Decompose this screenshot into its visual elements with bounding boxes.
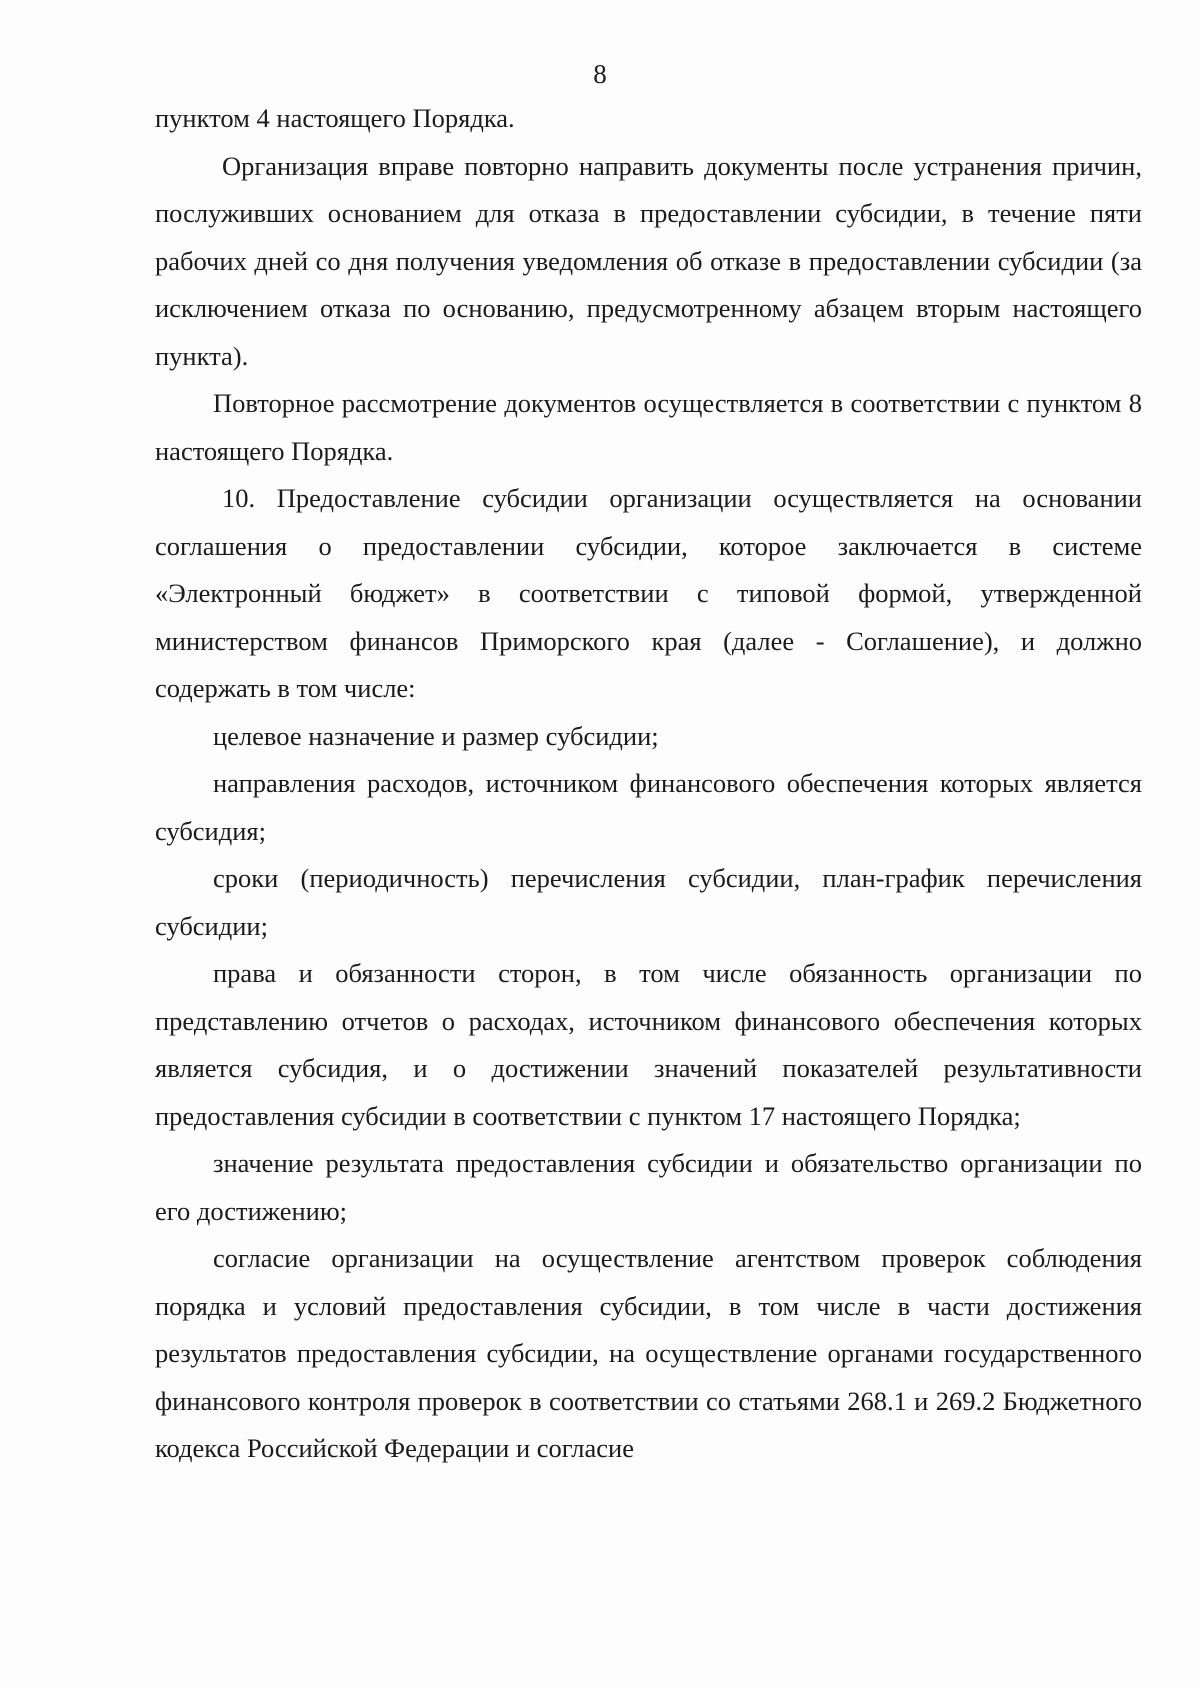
paragraph-repeat-review: Повторное рассмотрение документов осуществляется в соответствии с пунктом 8 настоящего Порядка. <box>155 388 1142 466</box>
paragraph-resubmission: Организация вправе повторно направить документы после устранения причин, послуживших основанием для отказа в предоставлении субсидии, в течение пяти рабочих дней со дня получения уведомления об отказе в предоставлении субсидии (за исключением отказа по основанию, предусмотренному абзацем вторым настоящего пункта). <box>155 150 1142 371</box>
list-item-consent: согласие организации на осуществление агентством проверок соблюдения порядка и условий предоставления субсидии, в том числе в части достижения результатов предоставления субсидии, на осуществление органами государственного финансового контроля проверок в соответствии со статьями 268.1 и 269.2 Бюджетного кодекса Российской Федерации и согласие <box>155 1243 1142 1463</box>
page-number: 8 <box>593 59 607 89</box>
document-body <box>155 95 1142 1473</box>
paragraph-item-10: 10. Предоставление субсидии организации осуществляется на основании соглашения о предоставлении субсидии, которое заключается в системе «Электронный бюджет» в соответствии с типовой формой, утвержденной министерством финансов Приморского края (далее - Соглашение), и должно содержать в том числе: <box>155 483 1142 703</box>
list-item-expenses: направления расходов, источником финансового обеспечения которых является субсидия; <box>155 768 1142 846</box>
list-item-result: значение результата предоставления субсидии и обязательство организации по его достижению; <box>155 1148 1142 1226</box>
paragraph-continuation: пунктом 4 настоящего Порядка. <box>155 103 515 133</box>
list-item-schedule: сроки (периодичность) перечисления субсидии, план-график перечисления субсидии; <box>155 863 1142 941</box>
list-item-rights: права и обязанности сторон, в том числе обязанность организации по представлению отчетов о расходах, источником финансового обеспечения которых является субсидия, и о достижении значений показателей результативности предоставления субсидии в соответствии с пунктом 17 настоящего Порядка; <box>155 958 1142 1131</box>
list-item-purpose: целевое назначение и размер субсидии; <box>213 720 659 751</box>
